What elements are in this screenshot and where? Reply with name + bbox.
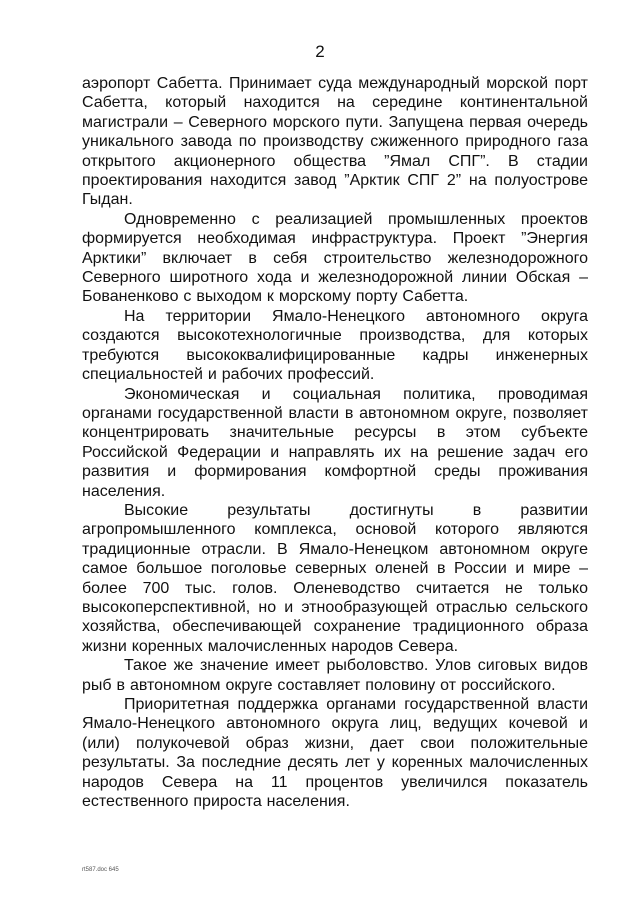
page-number: 2 (315, 42, 325, 61)
paragraph-1: аэропорт Сабетта. Принимает суда международный морской порт Сабетта, который находится на середине континентальной магистрали – Северного морского пути. Запущена первая очередь уникального завода по производству сжиженного природного газа открытого акционерного общества ”Ямал СПГ”. В стадии проектирования находится завод ”Арктик СПГ 2” на полуострове Гыдан. (82, 75, 588, 209)
file-reference-footer: rt587.doc 645 (82, 867, 119, 873)
paragraph-2: Одновременно с реализацией промышленных проектов формируется необходимая инфраструктура. Проект ”Энергия Арктики” включает в себя строительство железнодорожного Северного широтного хода и железнодорожной линии Обская – Бованенково с выходом к морскому порту Сабетта. (82, 210, 588, 306)
document-body (82, 74, 588, 811)
paragraph-4: Экономическая и социальная политика, проводимая органами государственной власти в автономном округе, позволяет концентрировать значительные ресурсы в этом субъекте Российской Федерации и направлять их на решение задач его развития и формирования комфортной среды проживания населения. (82, 385, 588, 500)
paragraph-7: Приоритетная поддержка органами государственной власти Ямало-Ненецкого автономного округа лиц, ведущих кочевой и (или) полукочевой образ жизни, дает свои положительные результаты. За последние десять лет у коренных малочисленных народов Севера на 11 процентов увеличился показатель естественного прироста населения. (82, 696, 588, 811)
paragraph-6: Такое же значение имеет рыболовство. Улов сиговых видов рыб в автономном округе составляет половину от российского. (82, 657, 588, 694)
paragraph-3: На территории Ямало-Ненецкого автономного округа создаются высокотехнологичные производства, для которых требуются высококвалифицированные кадры инженерных специальностей и рабочих профессий. (82, 307, 588, 384)
paragraph-5: Высокие результаты достигнуты в развитии агропромышленного комплекса, основой которого являются традиционные отрасли. В Ямало-Ненецком автономном округе самое большое поголовье северных оленей в России и мире – более 700 тыс. голов. Оленеводство считается не только высокоперспективной, но и этнообразующей отраслью сельского хозяйства, обеспечивающей сохранение традиционного образа жизни коренных малочисленных народов Севера. (82, 501, 588, 655)
